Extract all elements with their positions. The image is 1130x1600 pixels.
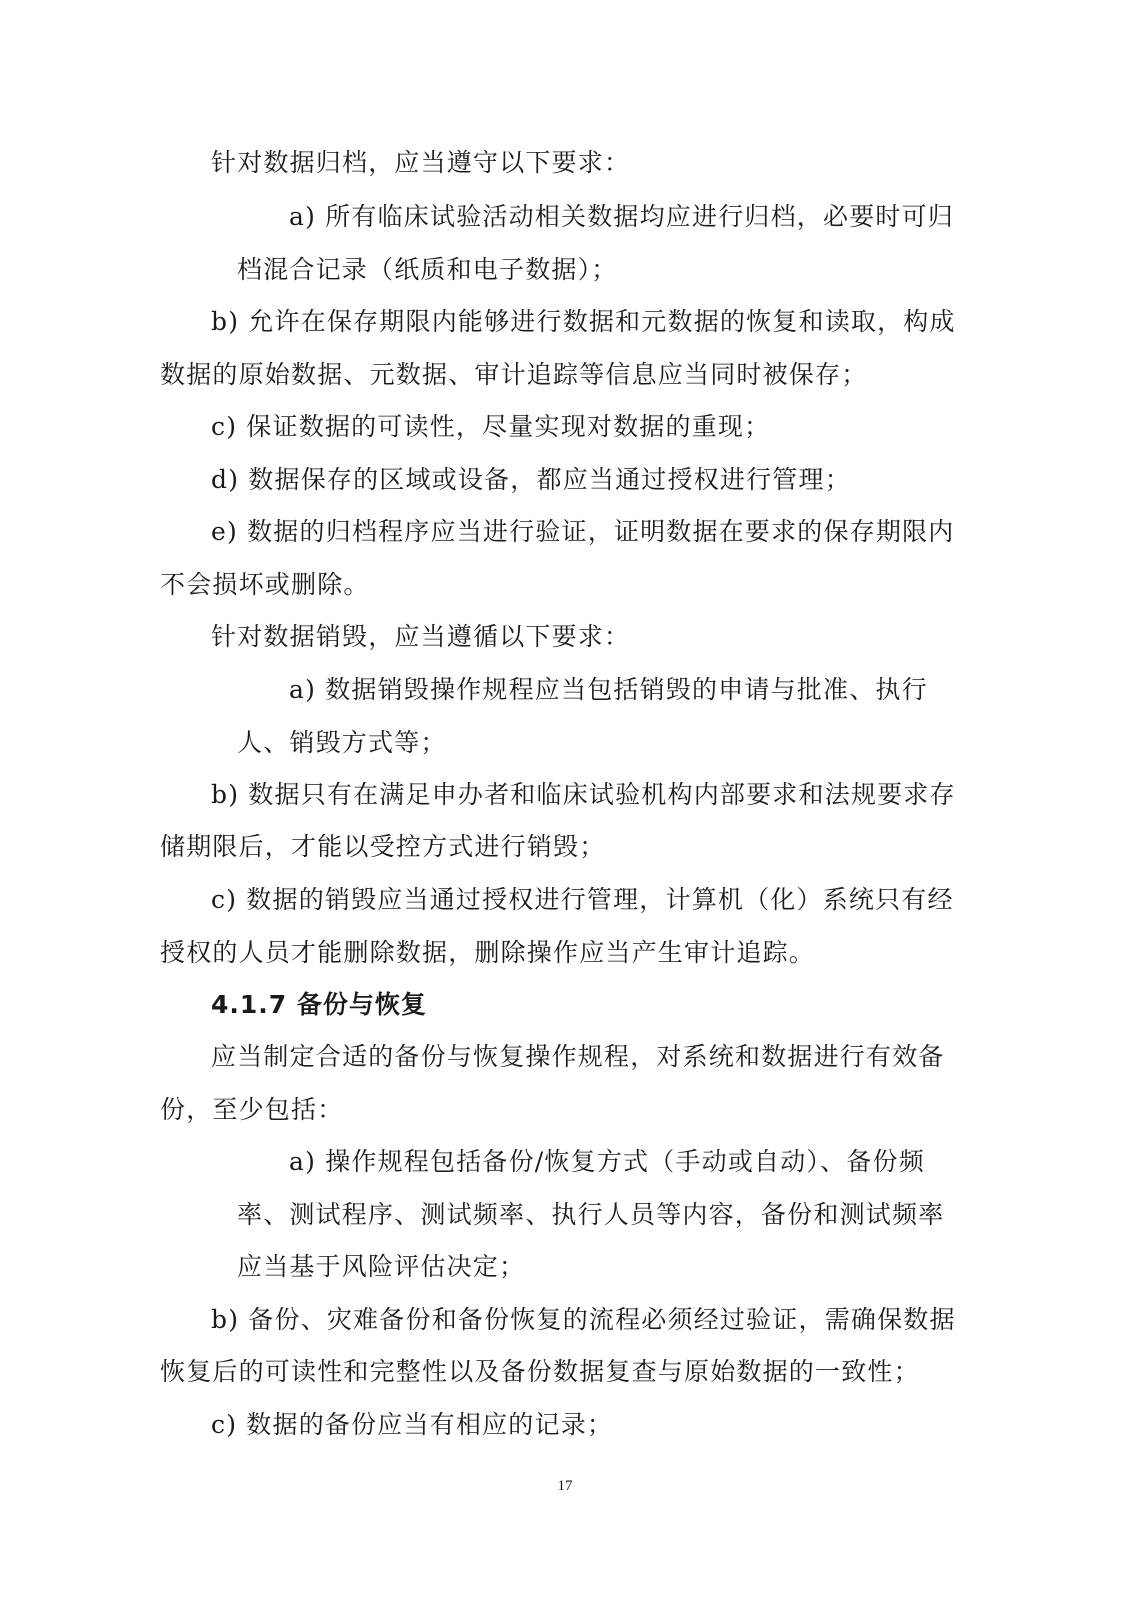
list-item-destruction-c-cont: 授权的人员才能删除数据，删除操作应当产生审计追踪。 [160, 938, 816, 967]
paragraph-backup-intro-cont: 份，至少包括： [160, 1095, 344, 1124]
list-item-backup-a-cont2: 应当基于风险评估决定； [237, 1252, 526, 1281]
list-item-archive-b: b) 允许在保存期限内能够进行数据和元数据的恢复和读取，构成 [211, 307, 956, 336]
section-heading: 4.1.7 备份与恢复 [211, 990, 427, 1019]
paragraph-archive-intro: 针对数据归档，应当遵守以下要求： [211, 148, 631, 177]
list-item-archive-a-cont: 档混合记录（纸质和电子数据）； [237, 255, 618, 284]
paragraph-backup-intro: 应当制定合适的备份与恢复操作规程，对系统和数据进行有效备 [211, 1042, 945, 1071]
page-number: 17 [557, 1478, 573, 1494]
list-item-destruction-c: c) 数据的销毁应当通过授权进行管理，计算机（化）系统只有经 [211, 885, 954, 914]
paragraph-destruction-intro: 针对数据销毁，应当遵循以下要求： [211, 622, 631, 651]
list-item-archive-b-cont: 数据的原始数据、元数据、审计追踪等信息应当同时被保存； [160, 360, 868, 389]
list-item-archive-c: c) 保证数据的可读性，尽量实现对数据的重现； [211, 412, 771, 441]
list-item-archive-e: e) 数据的归档程序应当进行验证，证明数据在要求的保存期限内 [211, 517, 955, 546]
list-item-archive-a: a) 所有临床试验活动相关数据均应进行归档，必要时可归 [289, 202, 955, 231]
list-item-backup-b: b) 备份、灾难备份和备份恢复的流程必须经过验证，需确保数据 [211, 1305, 956, 1334]
list-item-backup-a: a) 操作规程包括备份/恢复方式（手动或自动）、备份频 [289, 1147, 925, 1176]
list-item-backup-b-cont: 恢复后的可读性和完整性以及备份数据复查与原始数据的一致性； [160, 1357, 920, 1386]
list-item-destruction-b: b) 数据只有在满足申办者和临床试验机构内部要求和法规要求存 [211, 780, 956, 809]
list-item-backup-a-cont1: 率、测试程序、测试频率、执行人员等内容，备份和测试频率 [237, 1200, 945, 1229]
list-item-destruction-b-cont: 储期限后，才能以受控方式进行销毁； [160, 832, 606, 861]
list-item-destruction-a: a) 数据销毁操作规程应当包括销毁的申请与批准、执行 [289, 675, 928, 704]
list-item-archive-e-cont: 不会损坏或删除。 [160, 570, 370, 599]
list-item-destruction-a-cont: 人、销毁方式等； [237, 728, 447, 757]
list-item-archive-d: d) 数据保存的区域或设备，都应当通过授权进行管理； [211, 465, 851, 494]
list-item-backup-c: c) 数据的备份应当有相应的记录； [211, 1410, 614, 1439]
